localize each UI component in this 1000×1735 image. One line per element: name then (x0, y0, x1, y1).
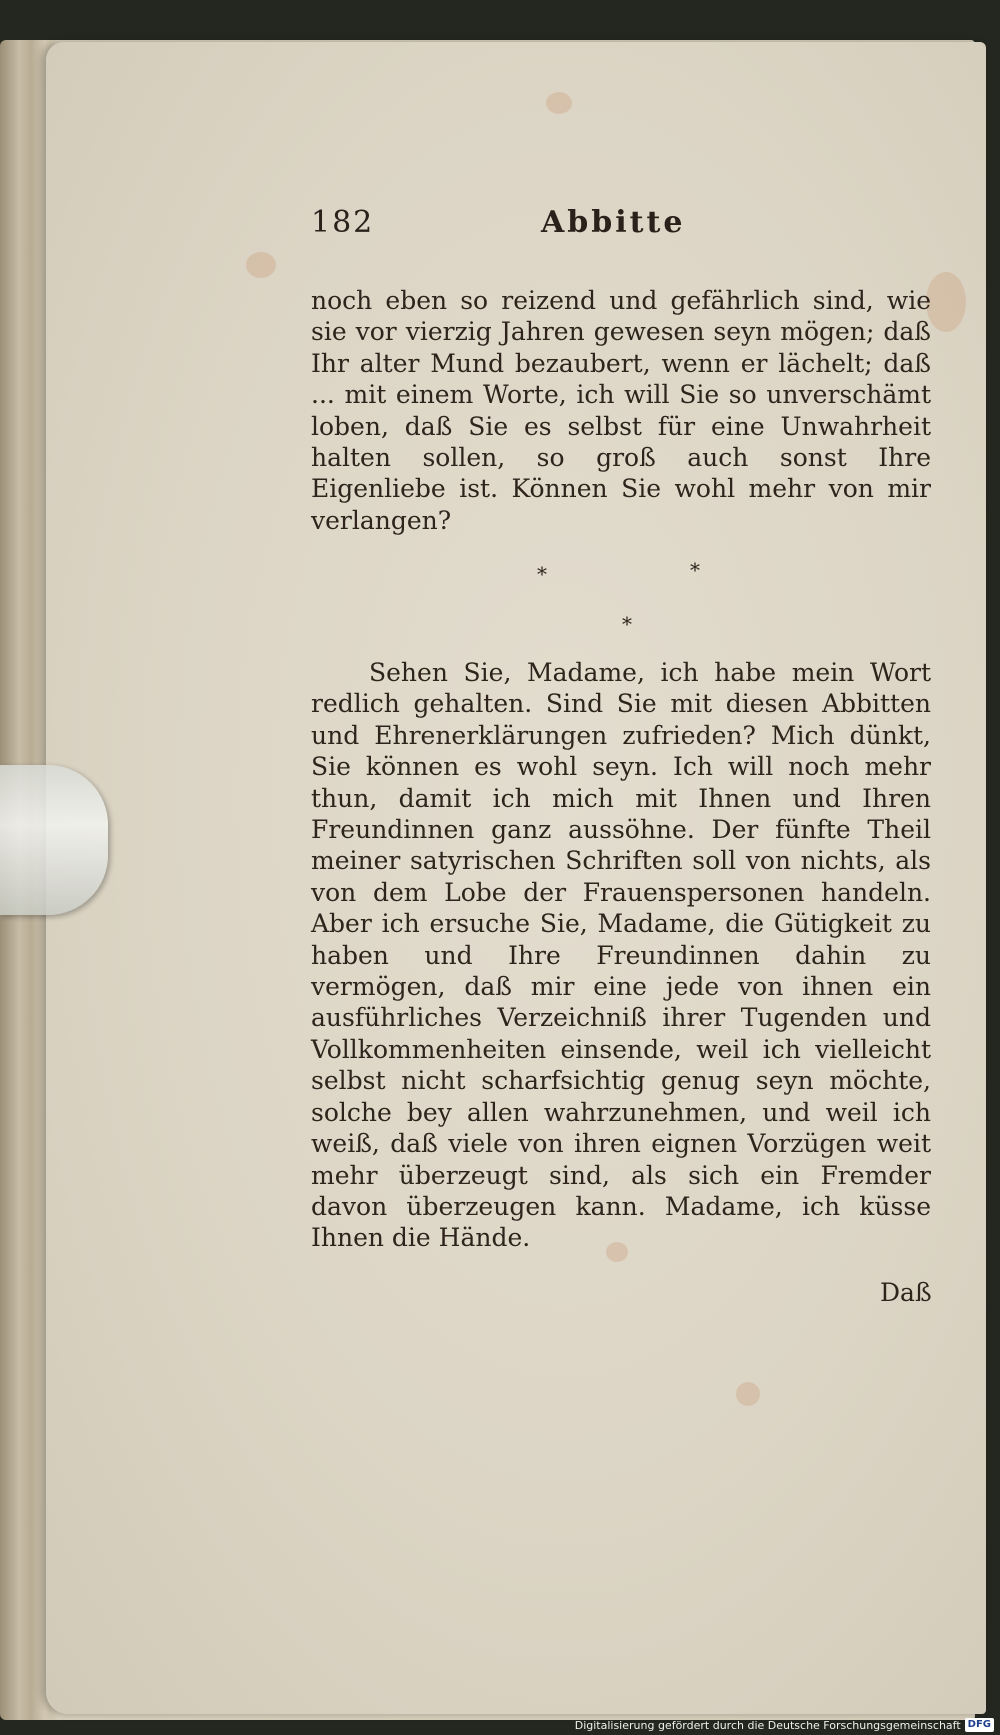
digitization-credit (575, 1717, 994, 1733)
asterisk: * (690, 558, 700, 582)
running-title: Abbitte (541, 205, 686, 240)
page-clip (0, 765, 108, 915)
asterisk: * (537, 562, 547, 586)
paper-stain (926, 272, 966, 332)
paper-stain (246, 252, 276, 278)
credit-text: Digitalisierung gefördert durch die Deutsche Forschungsgemeinschaft (574, 1718, 961, 1732)
asterisk: * (622, 612, 632, 636)
page-number: 182 (311, 205, 375, 240)
paragraph-1: noch eben so reizend und gefährlich sind, wie sie vor vierzig Jahren gewesen seyn mögen; daß Ihr alter Mund bezaubert, wenn er lächelt; daß ... mit einem Worte, ich will Sie so unverschämt loben, daß Sie es selbst für eine Unwahrheit halten sollen, so groß auch sonst Ihre Eigenliebe ist. Können Sie wohl mehr von mir verlangen? (311, 286, 931, 535)
dfg-logo: DFG (965, 1718, 994, 1732)
paper-stain (736, 1382, 760, 1406)
paper-stain (546, 92, 572, 114)
catchword: Daß (880, 1278, 932, 1307)
page-header (311, 205, 931, 255)
paragraph-2: Sehen Sie, Madame, ich habe mein Wort redlich gehalten. Sind Sie mit diesen Abbitten und Ehrenerklärungen zufrieden? Mich dünkt, Sie können es wohl seyn. Ich will noch mehr thun, damit ich mich mit Ihnen und Ihren Freundinnen ganz aussöhne. Der fünfte Theil meiner satyrischen Schriften soll von nichts, als von dem Lobe der Frauenspersonen handeln. Aber ich ersuche Sie, Madame, die Gütigkeit zu haben und Ihre Freundinnen dahin zu vermögen, daß mir eine jede von ihnen ein ausführliches Verzeichniß ihrer Tugenden und Vollkommenheiten einsende, weil ich vielleicht selbst nicht scharfsichtig genug seyn möchte, solche bey allen wahrzunehmen, und weil ich weiß, daß viele von ihren eignen Vorzügen weit mehr überzeugt sind, als sich ein Fremder davon überzeugen kann. Madame, ich küsse Ihnen die Hände. (311, 658, 931, 1253)
